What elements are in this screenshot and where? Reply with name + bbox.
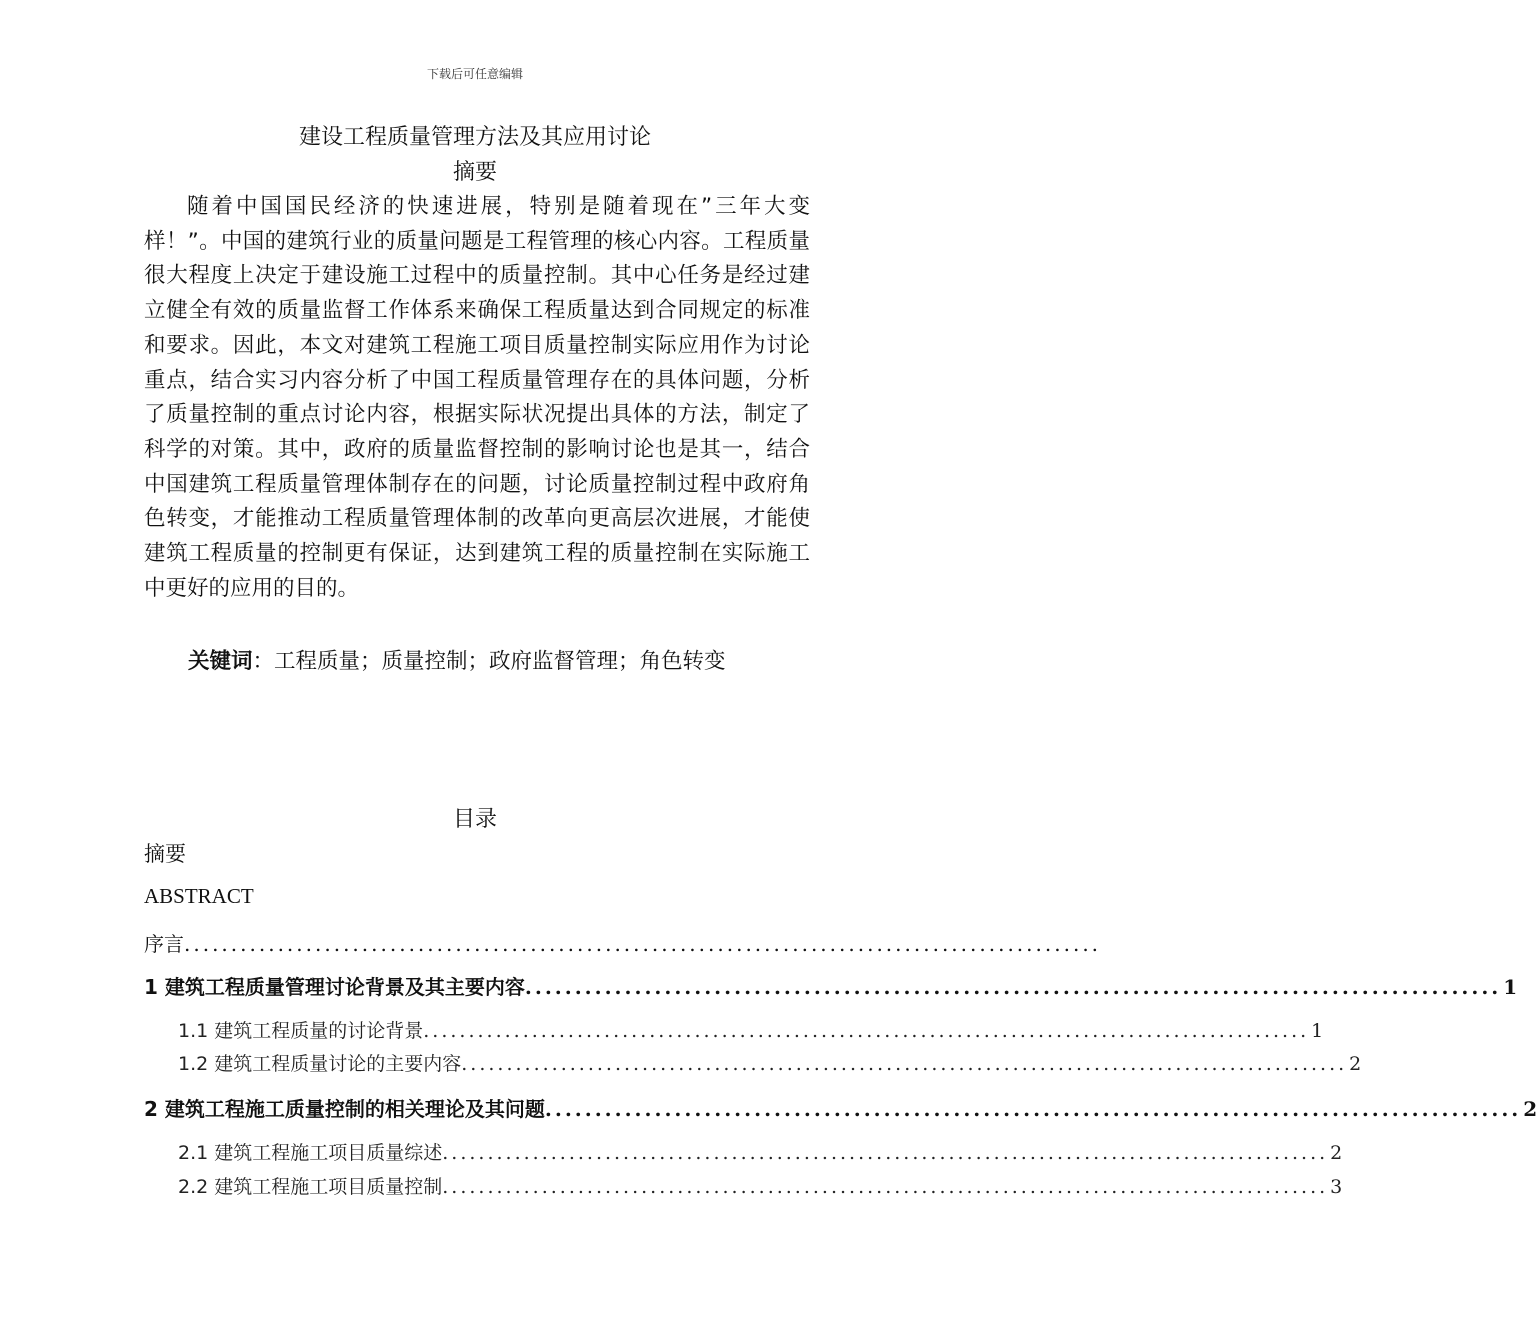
toc-entry-preface[interactable]: [144, 928, 1102, 957]
toc-leader-dots: ..................................................................................................: [461, 1053, 1348, 1075]
toc-leader-dots: ..................................................................................................: [442, 1176, 1329, 1198]
toc-entry-page: 2: [1523, 1097, 1537, 1121]
toc-leader-dots: ..................................................................................................: [442, 1142, 1329, 1164]
abstract-paragraph: 随着中国国民经济的快速进展，特别是随着现在”三年大变样！”。中国的建筑行业的质量问题是工程管理的核心内容。工程质量很大程度上决定于建设施工过程中的质量控制。其中心任务是经过建立健全有效的质量监督工作体系来确保工程质量达到合同规定的标准和要求。因此，本文对建筑工程施工项目质量控制实际应用作为讨论重点，结合实习内容分析了中国工程质量管理存在的具体问题，分析了质量控制的重点讨论内容，根据实际状况提出具体的方法，制定了科学的对策。其中，政府的质量监督控制的影响讨论也是其一，结合中国建筑工程质量管理体制存在的问题，讨论质量控制过程中政府角色转变，才能推动工程质量管理体制的改革向更高层次进展，才能使建筑工程质量的控制更有保证，达到建筑工程的质量控制在实际施工中更好的应用的目的。: [144, 194, 810, 601]
toc-entry-text: 2 建筑工程施工质量控制的相关理论及其问题: [144, 1097, 545, 1121]
toc-entry-text: 序言: [144, 932, 184, 956]
toc-leader-dots: ..................................................................................................: [423, 1020, 1310, 1042]
toc-entry-text: 2.2 建筑工程施工项目质量控制: [178, 1176, 443, 1198]
toc-entry-text: 1.2 建筑工程质量讨论的主要内容: [178, 1053, 462, 1075]
toc-entry[interactable]: [144, 971, 1518, 1000]
toc-title: 目录: [452, 807, 497, 832]
toc-leader-dots: ..................................................................................................: [524, 975, 1502, 999]
toc-entry[interactable]: [178, 1016, 1324, 1043]
abstract-heading: 摘要: [452, 160, 497, 185]
keywords-text: ：工程质量；质量控制；政府监督管理；角色转变: [252, 649, 726, 674]
toc-entry[interactable]: [178, 1049, 1362, 1076]
toc-entry-text: 2.1 建筑工程施工项目质量综述: [178, 1142, 443, 1164]
toc-entry-page: 2: [1349, 1053, 1362, 1075]
toc-entry-page: 2: [1330, 1142, 1343, 1164]
toc-abstract-cn[interactable]: 摘要: [144, 842, 186, 866]
keywords-label: 关键词: [188, 649, 253, 674]
toc-entry[interactable]: [178, 1138, 1343, 1165]
toc-abstract-en[interactable]: ABSTRACT: [144, 884, 254, 908]
toc-entry-text: 1.1 建筑工程质量的讨论背景: [178, 1020, 424, 1042]
toc-entry[interactable]: [178, 1172, 1343, 1199]
toc-entry-page: 1: [1311, 1020, 1324, 1042]
toc-leader-dots: ..................................................................................................: [184, 932, 1102, 956]
document-title: 建设工程质量管理方法及其应用讨论: [298, 125, 651, 150]
keywords-line: [188, 645, 828, 679]
toc-entry-text: 1 建筑工程质量管理讨论背景及其主要内容: [144, 975, 525, 999]
toc-entry[interactable]: [144, 1093, 1537, 1122]
toc-entry-page: 1: [1503, 975, 1518, 999]
header-note: 下载后可任意编辑: [426, 67, 523, 81]
toc-leader-dots: ..................................................................................................: [544, 1097, 1522, 1121]
toc-entry-page: 3: [1330, 1176, 1343, 1198]
